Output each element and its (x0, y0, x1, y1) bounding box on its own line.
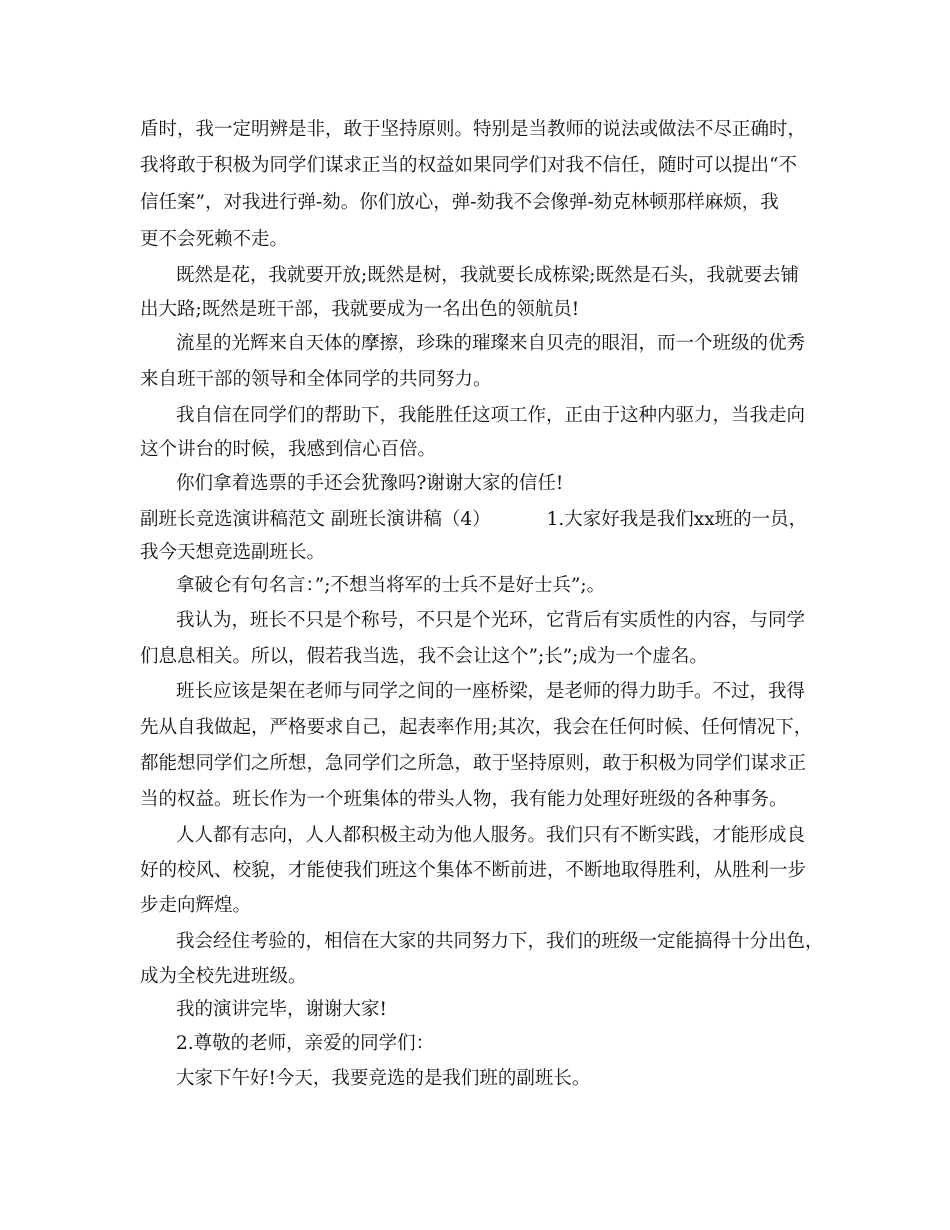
paragraph-line: 步走向辉煌。 (140, 895, 252, 916)
paragraph-line: 班长应该是架在老师与同学之间的一座桥梁，是老师的得力助手。不过，我得 (176, 681, 806, 702)
paragraph-line: 来自班干部的领导和全体同学的共同努力。 (140, 369, 492, 390)
paragraph-line: 都能想同学们之所想，急同学们之所急，敢于坚持原则，敢于积极为同学们谋求正 (140, 753, 807, 774)
paragraph-line: 我将敢于积极为同学们谋求正当的权益如果同学们对我不信任，随时可以提出“不 (140, 155, 797, 176)
paragraph-line: 好的校风、校貌，才能使我们班这个集体不断前进，不断地取得胜利，从胜利一步 (140, 860, 807, 881)
paragraph-line: 这个讲台的时候，我感到信心百倍。 (140, 439, 437, 460)
paragraph-line: 我自信在同学们的帮助下，我能胜任这项工作，正由于这种内驱力，当我走向 (176, 405, 806, 426)
section-heading: 副班长竞选演讲稿范文 副班长演讲稿（4） (140, 509, 491, 530)
paragraph-line: 更不会死赖不走。 (140, 229, 289, 250)
paragraph-line: 我会经住考验的，相信在大家的共同努力下，我们的班级一定能搞得十分出色， (176, 931, 824, 952)
paragraph-line: 们息息相关。所以，假若我当选，我不会让这个”;长”;成为一个虚名。 (140, 646, 708, 667)
section-heading-line (140, 508, 820, 532)
paragraph-line: 信任案”，对我进行弹-劾。你们放心，弹-劾我不会像弹-劾克林顿那样麻烦，我 (140, 192, 779, 213)
paragraph-line: 2.尊敬的老师，亲爱的同学们： (176, 1033, 435, 1054)
paragraph-line: 拿破仑有句名言：”;不想当将军的士兵不是好士兵”;。 (176, 575, 606, 596)
paragraph-line: 流星的光辉来自天体的摩擦，珍珠的璀璨来自贝壳的眼泪，而一个班级的优秀 (176, 333, 806, 354)
paragraph-start: 1.大家好我是我们xx班的一员， (546, 509, 808, 530)
paragraph-line: 出大路;既然是班干部，我就要成为一名出色的领航员! (140, 299, 580, 320)
paragraph-line: 你们拿着选票的手还会犹豫吗?谢谢大家的信任! (176, 473, 564, 494)
paragraph-line: 先从自我做起，严格要求自己，起表率作用;其次，我会在任何时候、任何情况下， (140, 717, 813, 738)
paragraph-line: 成为全校先进班级。 (140, 966, 307, 987)
paragraph-line: 我今天想竞选副班长。 (140, 542, 326, 563)
paragraph-line: 当的权益。班长作为一个班集体的带头人物，我有能力处理好班级的各种事务。 (140, 789, 788, 810)
paragraph-line: 人人都有志向，人人都积极主动为他人服务。我们只有不断实践，才能形成良 (176, 825, 806, 846)
paragraph-line: 大家下午好!今天，我要竞选的是我们班的副班长。 (176, 1068, 591, 1089)
paragraph-line: 我的演讲完毕，谢谢大家! (176, 999, 387, 1020)
paragraph-line: 既然是花，我就要开放;既然是树，我就要长成栋梁;既然是石头，我就要去铺 (176, 265, 799, 286)
paragraph-line: 我认为，班长不只是个称号，不只是个光环，它背后有实质性的内容，与同学 (176, 610, 806, 631)
paragraph-line: 盾时，我一定明辨是非，敢于坚持原则。特别是当教师的说法或做法不尽正确时， (140, 119, 807, 140)
